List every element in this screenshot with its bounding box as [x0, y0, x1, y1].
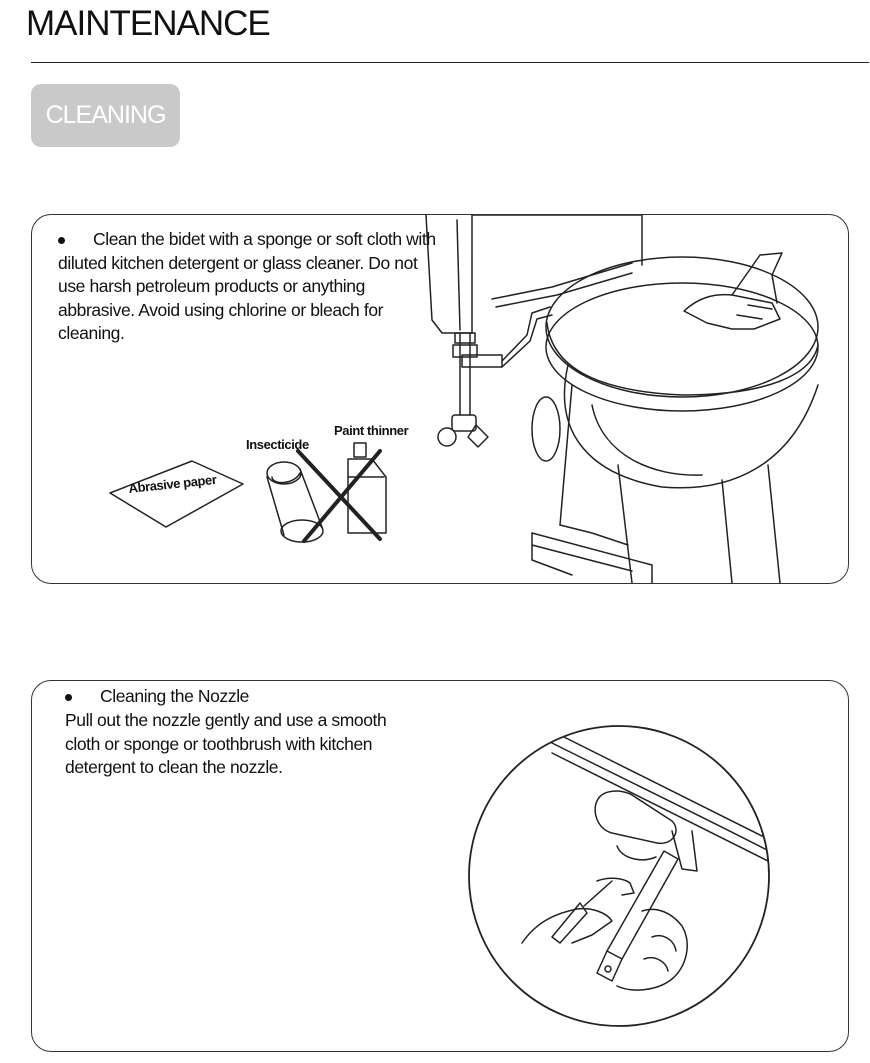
cleaning-panel [31, 214, 849, 584]
paint-thinner-bottle [348, 443, 386, 533]
cleaning-instruction-text: Clean the bidet with a sponge or soft cloth with diluted kitchen detergent or glass cleaner. Do not use harsh petroleum products or anything abbrasive. Avoid using chlorine or bleach for cleaning. [58, 229, 436, 343]
nozzle-instruction: Pull out the nozzle gently and use a smooth cloth or sponge or toothbrush with kitchen detergent to clean the nozzle. [65, 710, 387, 777]
section-badge: CLEANING [31, 84, 180, 147]
shutoff-valve [452, 415, 476, 431]
abrasive-paper-label: Abrasive paper [127, 471, 218, 496]
toilet-tank [426, 215, 472, 333]
nozzle-heading-text: Cleaning the Nozzle [100, 686, 250, 706]
nozzle-cleaning-panel [31, 680, 849, 1052]
nozzle-arm [607, 851, 678, 959]
cleaning-cloth [684, 295, 780, 329]
hand-left [522, 909, 612, 943]
nozzle-cleaning-illustration [32, 681, 848, 1051]
page-title: MAINTENANCE [26, 4, 270, 43]
title-divider [31, 62, 869, 63]
toilet-cleaning-illustration [32, 215, 848, 583]
insecticide-label: Insecticide [246, 437, 309, 452]
detail-circle [469, 726, 769, 1026]
paint-thinner-label: Paint thinner [334, 423, 409, 438]
